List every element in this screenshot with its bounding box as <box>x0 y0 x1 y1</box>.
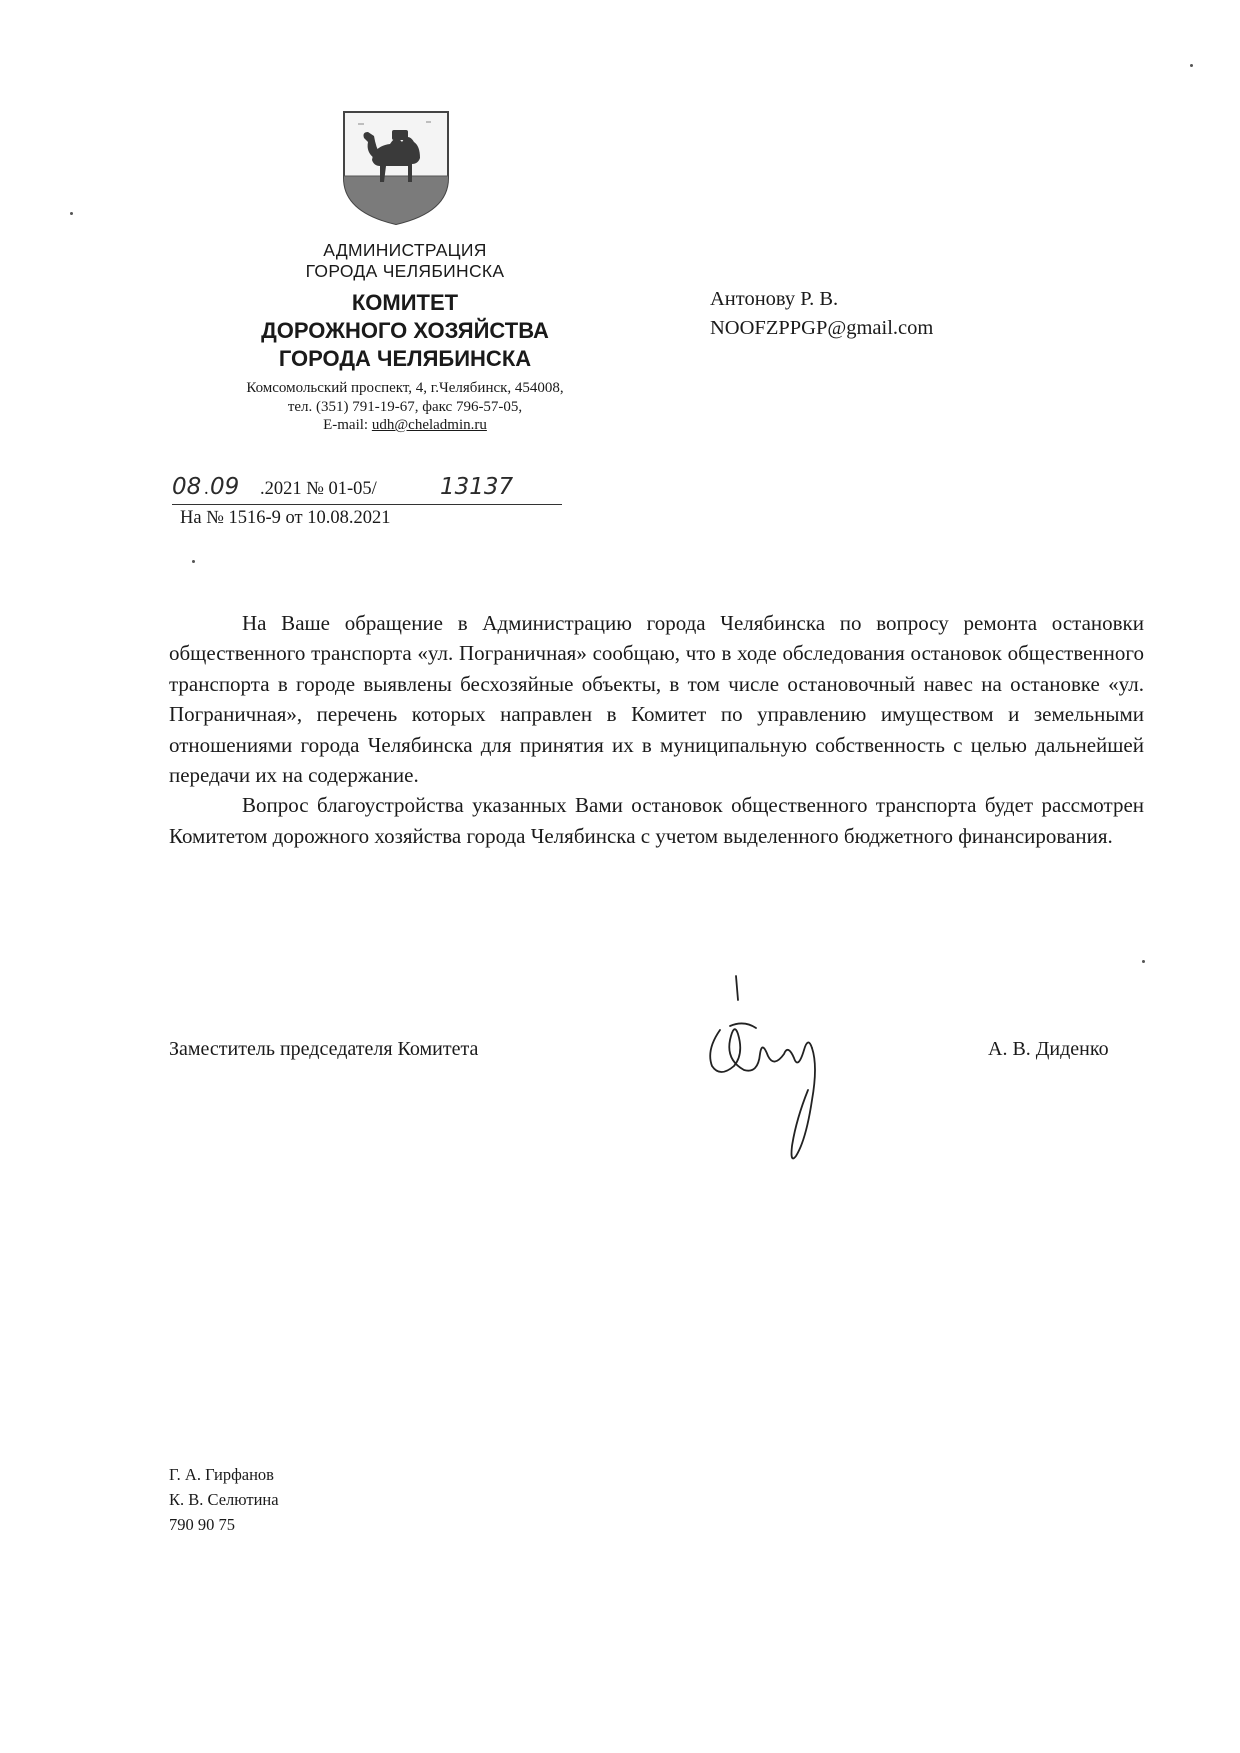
committee-line-2: ДОРОЖНОГО ХОЗЯЙСТВА <box>261 318 549 343</box>
organization-contacts <box>180 379 630 435</box>
administration-line-1: АДМИНИСТРАЦИЯ <box>323 240 487 260</box>
outgoing-registration-number: 13137 <box>440 474 514 500</box>
organization-phone: тел. (351) 791-19-67, факс 796-57-05, <box>287 398 523 415</box>
scan-speck <box>1190 64 1193 67</box>
body-paragraph-2: Вопрос благоустройства указанных Вами остановок общественного транспорта будет рассмотрен Комитетом дорожного хозяйства города Челябинска с учетом выделенного бюджетного финансирования. <box>169 793 1144 848</box>
organization-email[interactable]: udh@cheladmin.ru <box>371 417 487 433</box>
executor-phone: 790 90 75 <box>169 1515 235 1534</box>
handwritten-signature-icon <box>700 970 840 1170</box>
organization-address: Комсомольский проспект, 4, г.Челябинск, 454008, <box>246 380 564 396</box>
signatory-name: А. В. Диденко <box>988 1038 1109 1060</box>
outgoing-number-underline <box>172 504 562 505</box>
scan-speck <box>192 560 195 563</box>
reference-number: На № 1516-9 от 10.08.2021 <box>180 508 391 528</box>
organization-email-line <box>180 416 630 435</box>
letter-body <box>169 608 1144 851</box>
body-paragraph-1: На Ваше обращение в Администрацию города Челябинска по вопросу ремонта остановки общественного транспорта «ул. Пограничная» сообщаю, что в ходе обследования остановок общественного транспорта в городе выявлены бесхозяйные объекты, в том числе остановочный навес на остановке «ул. Пограничная», перечень которых направлен в Комитет по управлению имуществом и земельными отношениями города Челябинска для принятия их в муниципальную собственность с целью дальнейшей передачи их на содержание. <box>169 611 1144 788</box>
committee-name <box>180 289 630 373</box>
scan-speck <box>70 212 73 215</box>
scan-speck <box>1142 960 1145 963</box>
organization-header <box>180 240 630 435</box>
executors-block <box>169 1462 279 1537</box>
administration-line-2: ГОРОДА ЧЕЛЯБИНСКА <box>305 261 505 281</box>
outgoing-date-separator: . <box>204 479 209 499</box>
addressee-email: NOOFZPPGP@gmail.com <box>710 317 934 339</box>
committee-line-3: ГОРОДА ЧЕЛЯБИНСКА <box>278 346 532 371</box>
email-label: E-mail: <box>323 417 372 433</box>
addressee-name: Антонову Р. В. <box>710 288 839 310</box>
committee-line-1: КОМИТЕТ <box>351 290 459 315</box>
signatory-position: Заместитель председателя Комитета <box>169 1038 479 1060</box>
executor-1: Г. А. Гирфанов <box>169 1465 274 1484</box>
chelyabinsk-camel-crest-icon <box>340 108 452 228</box>
outgoing-day: 08 <box>172 474 202 500</box>
addressee-block <box>710 285 933 343</box>
outgoing-number <box>168 474 568 504</box>
executor-2: К. В. Селютина <box>169 1490 279 1509</box>
outgoing-month: 09 <box>210 474 240 500</box>
outgoing-year-prefix: .2021 № 01-05/ <box>260 479 377 499</box>
